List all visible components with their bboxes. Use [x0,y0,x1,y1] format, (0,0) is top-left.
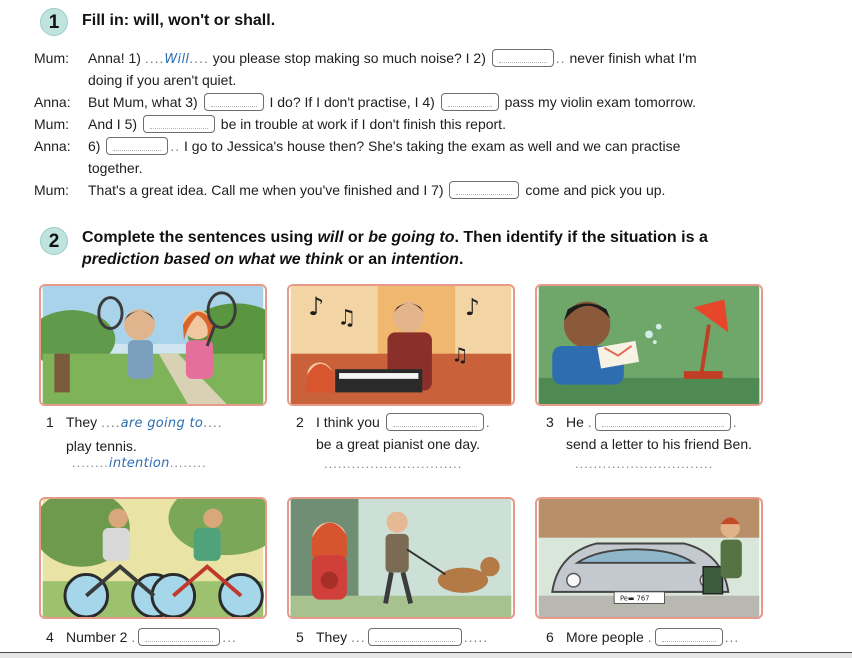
classification-answer: intention [108,456,170,471]
dots: . [131,629,137,645]
text-segment: never finish what I'm [565,50,697,66]
sentence-text: They [66,414,102,430]
sentence-number: 1 [46,414,54,430]
title-segment: or an [343,251,392,268]
sentence-1-classification [72,455,207,471]
music-note-glyph: ♫ [451,343,469,367]
dots: .. [170,138,181,154]
sentence-number: 4 [46,629,54,645]
dots: ........ [72,455,109,470]
picture-boy-with-letter [535,284,763,406]
picture-cyclists [39,497,267,619]
sentence-6 [546,626,739,648]
sentence-5-answer-box[interactable] [368,628,462,646]
license-plate: Pe▬ 767 [619,594,650,603]
dots: .... [144,50,165,66]
speaker: Anna: [34,138,71,154]
dots: ... [724,629,740,645]
sentence-2 [296,411,491,455]
title-segment: be going to [368,229,455,246]
sentence-6-answer-box[interactable] [655,628,723,646]
title-segment: prediction [82,251,160,268]
picture-pianist [287,284,515,406]
exercise-1-title [82,10,275,32]
text-segment: That's a great idea. Call me when you've finished and I 7) [88,182,444,198]
sentence-5 [296,626,488,648]
sentence-text: be a great pianist one day. [316,436,480,452]
sentence-number: 2 [296,414,304,430]
sentence-2-answer-box[interactable] [386,413,484,431]
title-segment: or [343,229,369,246]
music-note-glyph: ♫ [337,305,357,331]
text-segment: I do? If I don't practise, I 4) [265,94,435,110]
sentence-text: They [316,629,348,645]
page-bottom-edge [0,652,852,658]
pianist-illustration [289,286,513,404]
sentence-1-answer: are going to [120,416,204,431]
exercise-2-title-line-1 [82,227,708,249]
title-segment: . Then identify if the situation is a [454,229,708,246]
exercise-2-title [82,227,708,271]
dialogue-text [88,179,665,201]
sentence-3 [546,411,752,455]
sentence-1-line-1 [46,411,223,435]
exercise-1-header [40,8,275,36]
dialogue-text [88,47,697,71]
title-segment: Complete the sentences using [82,229,318,246]
picture-girl-and-dog [287,497,515,619]
title-segment: based on what we think [159,251,344,268]
girl-dog-illustration [289,499,513,617]
dots: ..... [463,629,489,645]
sentence-text: He [566,414,584,430]
sentence-2-line-1 [296,411,491,433]
sentence-3-answer-box[interactable] [595,413,731,431]
car-illustration [537,499,761,617]
sentence-text: play tennis. [66,438,137,454]
text-segment: you please stop making so much noise? I 2) [208,50,486,66]
dots: ... [222,629,237,645]
text-segment: Anna! 1) [88,50,145,66]
dots: . [485,414,491,430]
sentence-number: 5 [296,629,304,645]
dialogue-text: doing if you aren't quiet. [88,72,237,88]
dots: .. [555,50,566,66]
sentence-4 [46,626,237,648]
dots: . [647,629,653,645]
dots: ... [351,629,366,645]
dots: . [732,414,738,430]
speaker: Anna: [34,94,71,110]
answer-box-4[interactable] [441,93,499,111]
music-note-glyph: ♪ [308,292,325,322]
text-segment: pass my violin exam tomorrow. [500,94,696,110]
dots: .... [189,50,209,66]
sentence-text: I think you [316,414,380,430]
exercise-2-title-line-2 [82,249,708,271]
title-segment: will [317,229,344,246]
exercise-2-header [40,227,708,271]
sentence-number: 6 [546,629,554,645]
answer-box-5[interactable] [143,115,215,133]
cyclists-illustration [41,499,265,617]
text-segment: come and pick you up. [521,182,666,198]
dialogue-text [88,113,506,135]
sentence-2-classification-line[interactable]: .............................. [324,456,463,471]
answer-box-7[interactable] [449,181,519,199]
text-segment: But Mum, what 3) [88,94,198,110]
dialogue-text [88,91,696,113]
text-segment: And I 5) [88,116,138,132]
picture-tennis-players [39,284,267,406]
music-note-glyph: ♪ [464,294,480,322]
picture-electric-car [535,497,763,619]
sentence-text: More people [566,629,644,645]
answer-box-6[interactable] [106,137,168,155]
letter-illustration [537,286,761,404]
sentence-text: Number 2 [66,629,128,645]
speaker: Mum: [34,182,69,198]
dialogue-text [88,135,680,157]
dialogue-text: together. [88,160,143,176]
dots: .... [101,414,121,430]
answer-1: Will [164,52,190,67]
title-segment: . [458,251,464,268]
text-segment: I go to Jessica's house then? She's taking the exam as well and we can practise [180,138,681,154]
sentence-number: 3 [546,414,554,430]
tennis-illustration [41,286,265,404]
speaker: Mum: [34,116,69,132]
sentence-text: send a letter to his friend Ben. [566,436,752,452]
dots: ........ [169,455,207,470]
exercise-number-badge: 1 [40,8,68,36]
sentence-3-classification-line[interactable]: .............................. [575,456,714,471]
answer-box-3[interactable] [204,93,264,111]
sentence-4-answer-box[interactable] [138,628,220,646]
dots: . [587,414,593,430]
text-segment: be in trouble at work if I don't finish this report. [216,116,506,132]
dots: .... [203,414,223,430]
text-segment: 6) [88,138,101,154]
sentence-3-line-1 [546,411,752,433]
sentence-1 [46,411,223,457]
answer-box-2[interactable] [492,49,554,67]
exercise-1-title-text: Fill in: will, won't or shall. [82,12,276,29]
exercise-number-badge: 2 [40,227,68,255]
title-segment: intention [391,251,459,268]
speaker: Mum: [34,50,69,66]
